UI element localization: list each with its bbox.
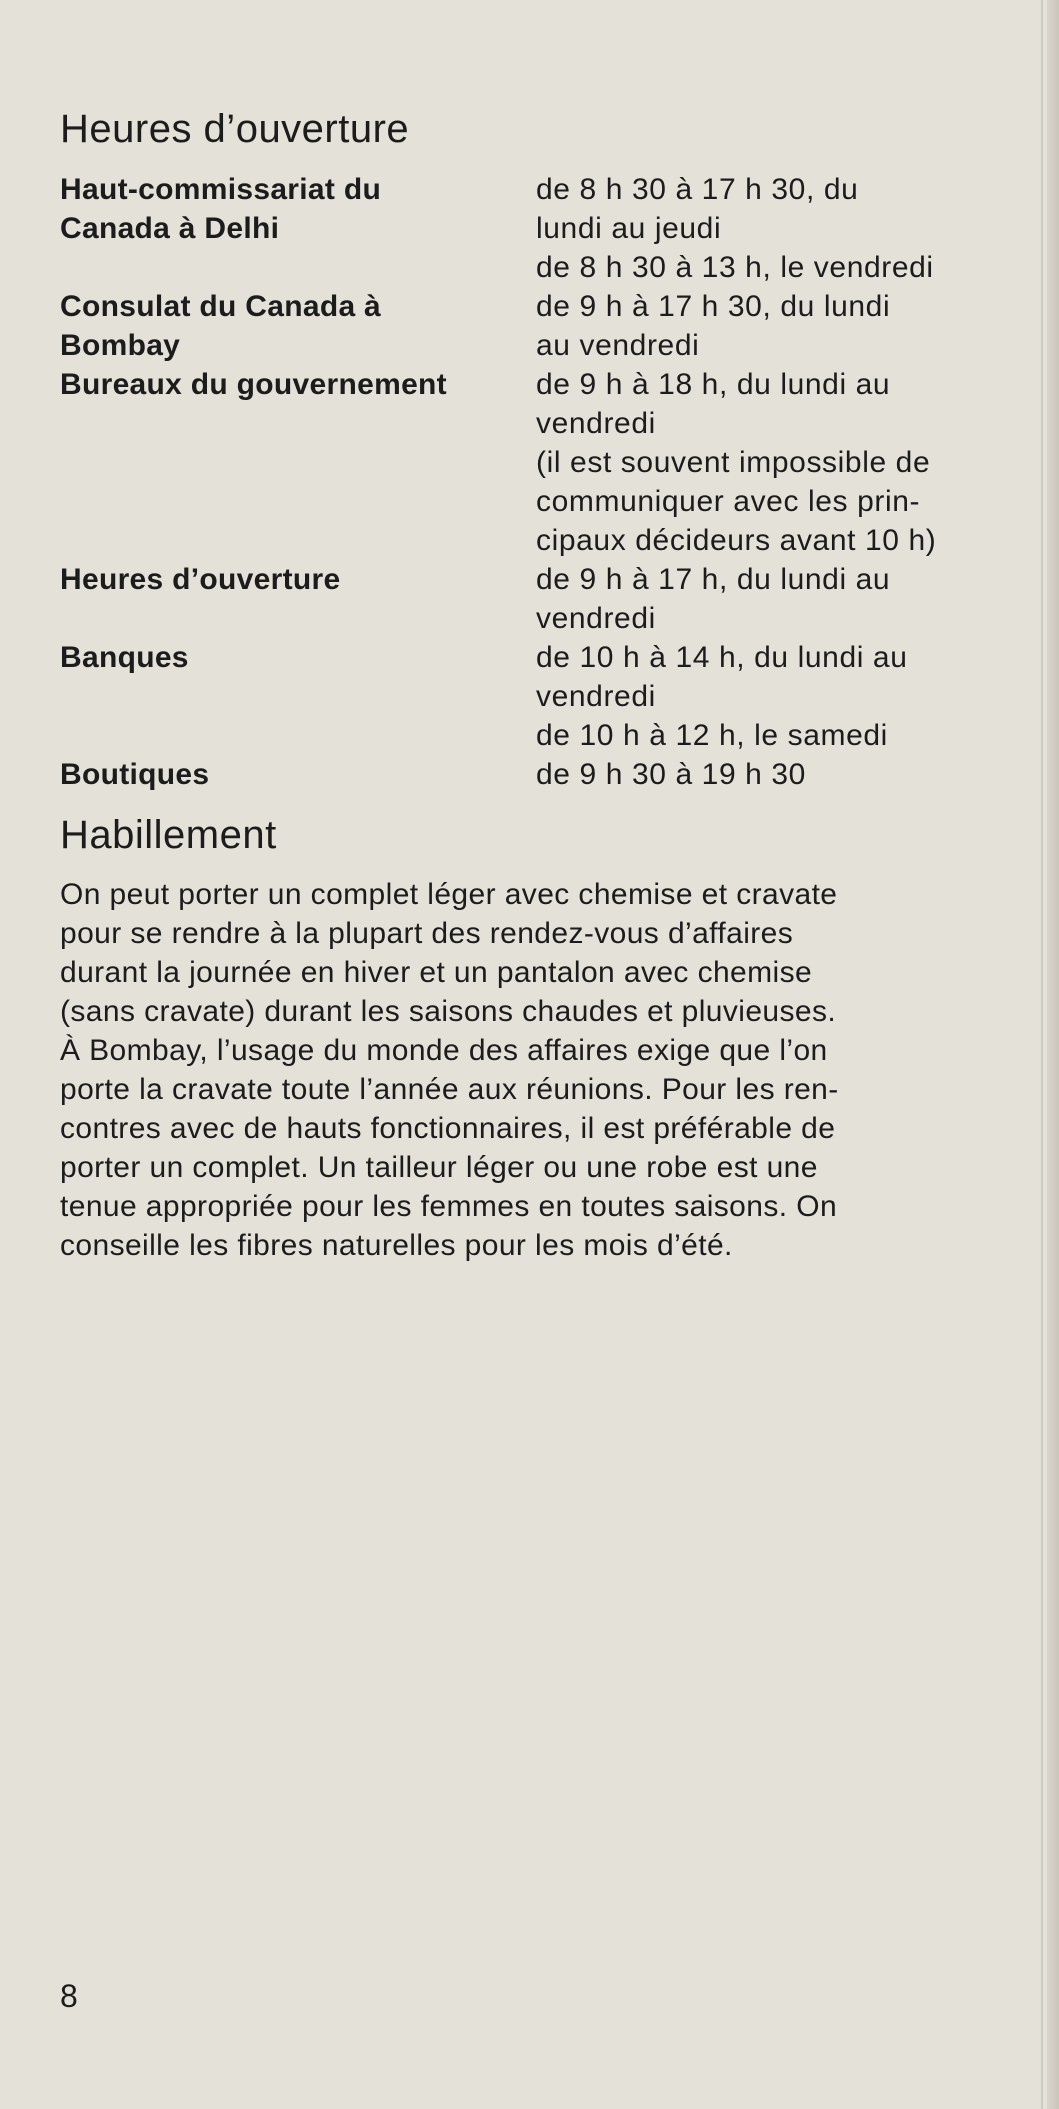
label-line: Bureaux du gouvernement — [60, 368, 447, 401]
value-line: de 8 h 30 à 17 h 30, du — [536, 173, 859, 206]
hours-row-business-hours — [60, 560, 1000, 638]
hours-table — [60, 170, 1000, 794]
label-line: Boutiques — [60, 758, 210, 791]
value-line: (il est souvent impossible de — [536, 446, 931, 479]
hours-row-government-offices — [60, 365, 1000, 560]
value-line: au vendredi — [536, 329, 700, 362]
hours-label — [60, 365, 536, 404]
hours-label — [60, 638, 536, 677]
label-line: Heures d’ouverture — [60, 563, 341, 596]
hours-section-title: Heures d’ouverture — [60, 107, 410, 151]
value-line: de 9 h 30 à 19 h 30 — [536, 758, 806, 791]
value-line: de 10 h à 12 h, le samedi — [536, 719, 888, 752]
paragraph-line: contres avec de hauts fonctionnaires, il est préférable de — [60, 1112, 836, 1145]
hours-value — [536, 170, 1000, 287]
value-line: vendredi — [536, 407, 656, 440]
value-line: de 9 h à 17 h, du lundi au — [536, 563, 891, 596]
value-line: de 10 h à 14 h, du lundi au — [536, 641, 908, 674]
paragraph-line: porte la cravate toute l’année aux réunions. Pour les ren- — [60, 1073, 839, 1106]
value-line: vendredi — [536, 680, 656, 713]
clothing-section-title: Habillement — [60, 813, 277, 857]
value-line: lundi au jeudi — [536, 212, 722, 245]
hours-label — [60, 170, 536, 248]
hours-row-consulate — [60, 287, 1000, 365]
hours-label — [60, 755, 536, 794]
paragraph-line: pour se rendre à la plupart des rendez-vous d’affaires — [60, 917, 794, 950]
page-crease — [1041, 0, 1043, 2109]
paragraph-line: (sans cravate) durant les saisons chaudes et pluvieuses. — [60, 995, 837, 1028]
hours-label — [60, 287, 536, 365]
paragraph-line: tenue appropriée pour les femmes en toutes saisons. On — [60, 1190, 838, 1223]
hours-row-high-commission — [60, 170, 1000, 287]
paragraph-line: On peut porter un complet léger avec chemise et cravate — [60, 878, 838, 911]
label-line: Consulat du Canada à — [60, 290, 382, 323]
value-line: communiquer avec les prin- — [536, 485, 921, 518]
label-line: Banques — [60, 641, 189, 674]
paragraph-line: À Bombay, l’usage du monde des affaires exige que l’on — [60, 1034, 828, 1067]
hours-label — [60, 560, 536, 599]
label-line: Haut-commissariat du — [60, 173, 382, 206]
paragraph-line: conseille les fibres naturelles pour les mois d’été. — [60, 1229, 733, 1262]
hours-value — [536, 755, 1000, 794]
hours-value — [536, 287, 1000, 365]
value-line: de 9 h à 18 h, du lundi au — [536, 368, 891, 401]
paragraph-line: durant la journée en hiver et un pantalon avec chemise — [60, 956, 813, 989]
value-line: vendredi — [536, 602, 656, 635]
label-line: Bombay — [60, 329, 181, 362]
hours-row-banks — [60, 638, 1000, 755]
paragraph-line: porter un complet. Un tailleur léger ou une robe est une — [60, 1151, 818, 1184]
page-number: 8 — [60, 1978, 78, 2014]
clothing-paragraph — [60, 875, 1000, 1265]
value-line: cipaux décideurs avant 10 h) — [536, 524, 937, 557]
value-line: de 9 h à 17 h 30, du lundi — [536, 290, 891, 323]
hours-value — [536, 365, 1000, 560]
hours-value — [536, 638, 1000, 755]
hours-row-shops — [60, 755, 1000, 794]
page-edge — [1047, 0, 1059, 2109]
value-line: de 8 h 30 à 13 h, le vendredi — [536, 251, 934, 284]
label-line: Canada à Delhi — [60, 212, 280, 245]
hours-value — [536, 560, 1000, 638]
